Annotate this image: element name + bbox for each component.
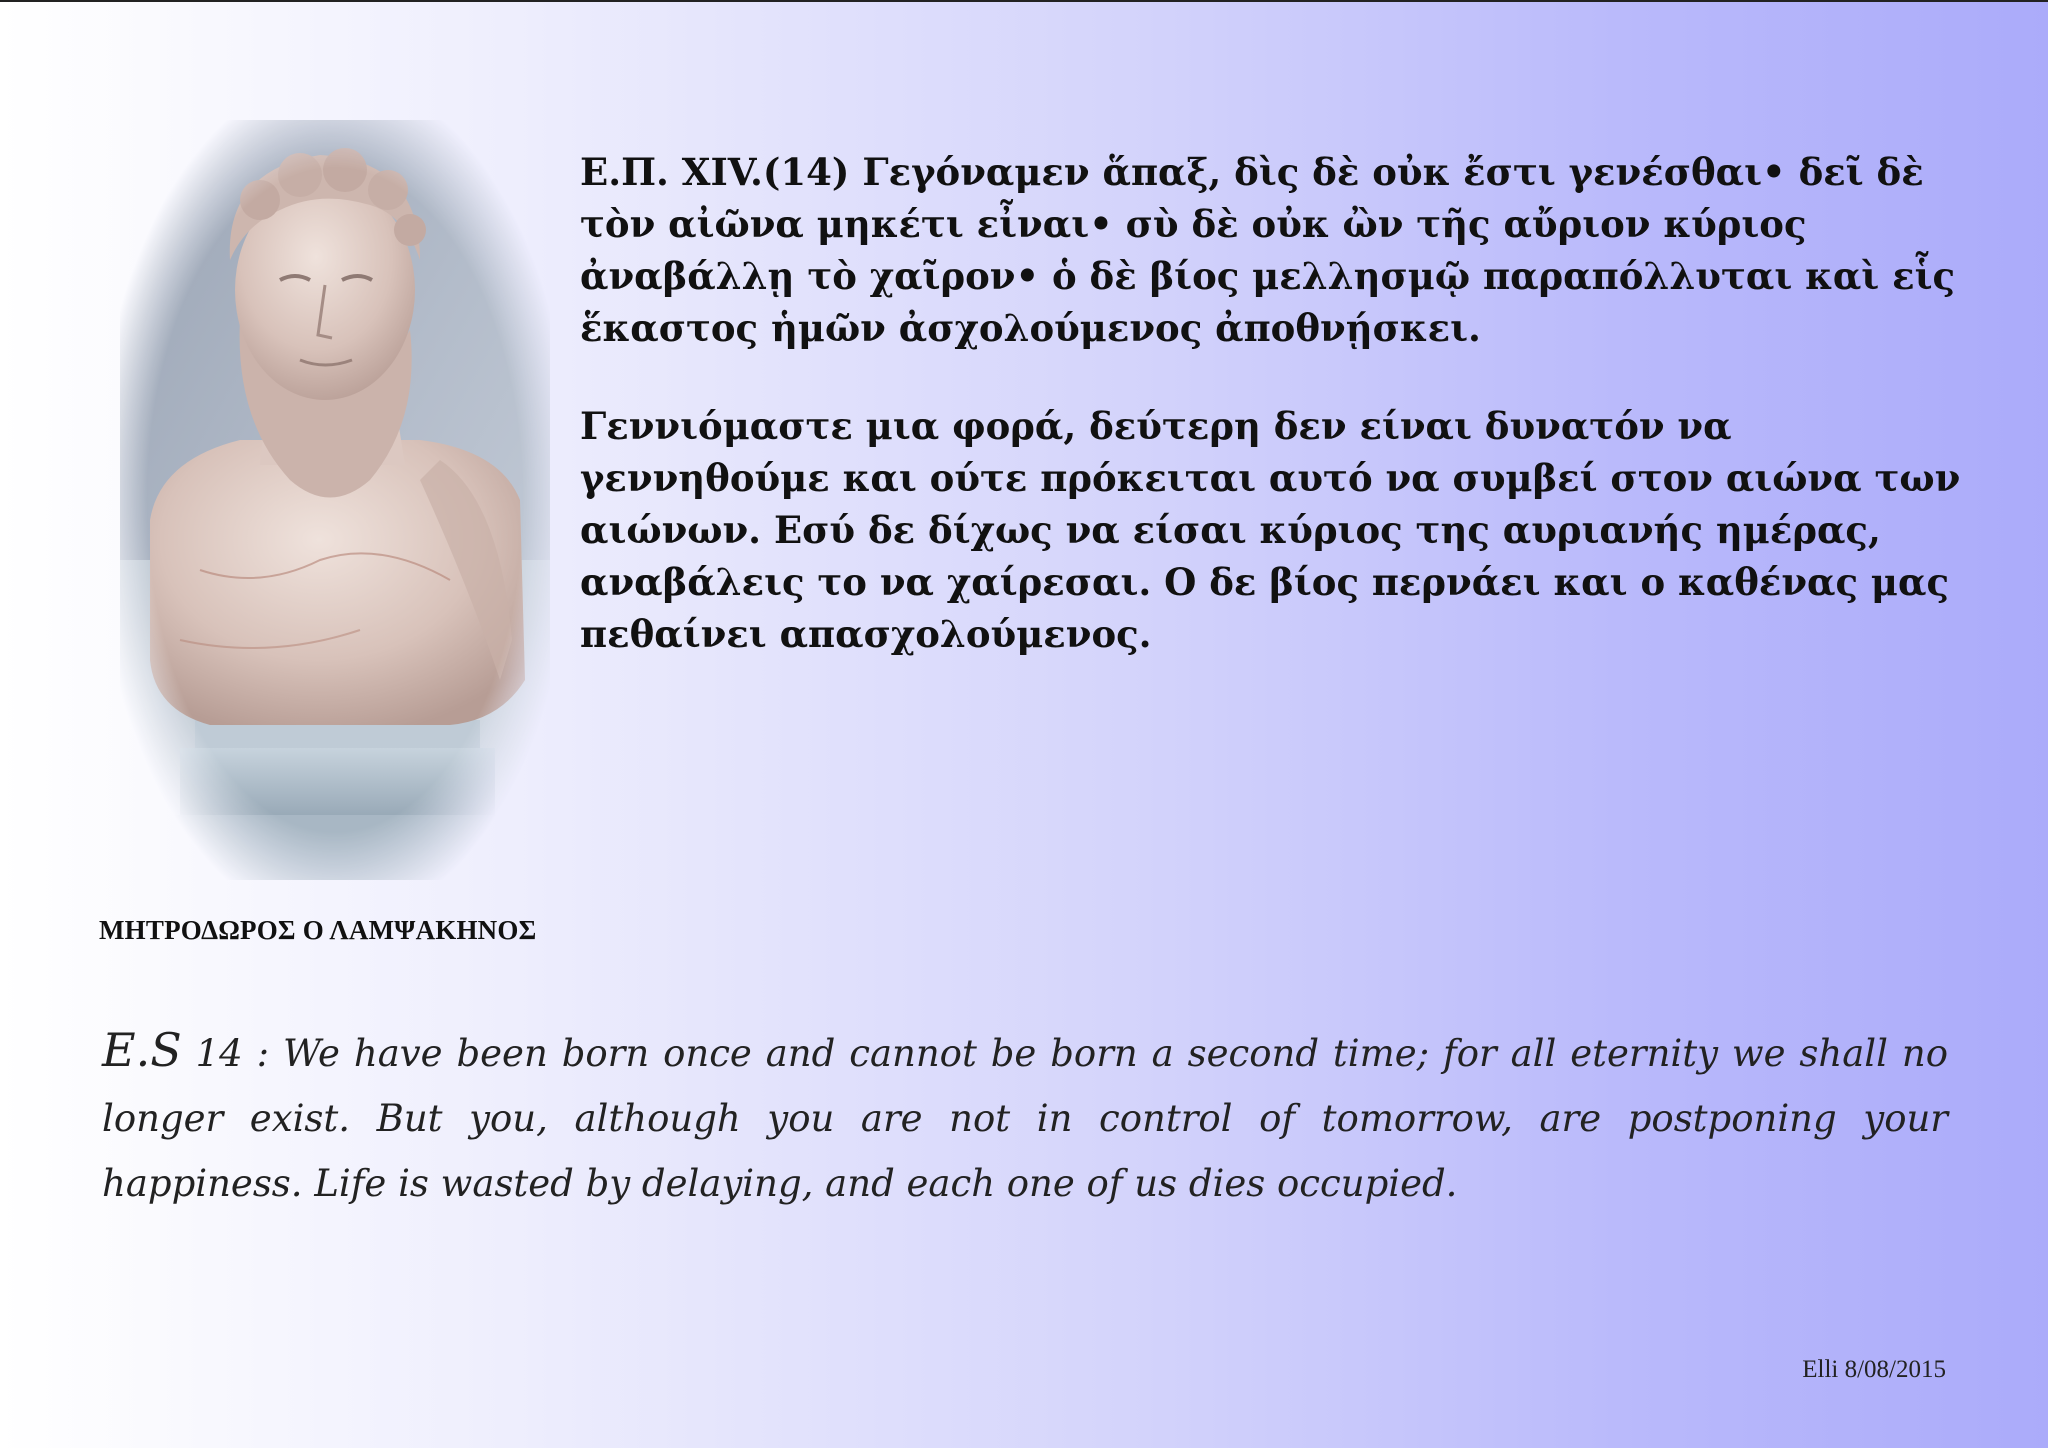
metrodorus-bust-photo bbox=[120, 120, 550, 880]
english-text: 14 : We have been born once and cannot be born a second time; for all eternity we shall no longer exist. But you, although you are not in control of tomorrow, are postponing your happiness. Life is wasted by delaying, and each one of us dies occupied. bbox=[102, 1032, 1948, 1205]
top-border bbox=[0, 0, 2048, 2]
modern-greek-paragraph: Γεννιόμαστε μια φορά, δεύτερη δεν είναι δυνατόν να γεννηθούμε και ούτε πρόκειται αυτό να συμβεί στον αιώνα των αιώνων. Εσύ δε δίχως να είσαι κύριος της αυριανής ημέρας, αναβάλεις το να χαίρεσαι. Ο δε βίος περνάει και ο καθένας μας πεθαίνει απασχολούμενος. bbox=[580, 404, 1961, 656]
ancient-greek-prefix: Ε.Π. XIV.(14) bbox=[580, 150, 850, 194]
english-translation bbox=[102, 1018, 1948, 1216]
signature-date: Elli 8/08/2015 bbox=[1802, 1356, 1946, 1383]
bust-caption: ΜΗΤΡΟΔΩΡΟΣ Ο ΛΑΜΨΑΚΗΝΟΣ bbox=[99, 915, 537, 945]
english-lead: E.S bbox=[102, 1023, 182, 1077]
greek-text-block bbox=[580, 146, 1980, 660]
ancient-greek-text: Γεγόναμεν ἅπαξ, δὶς δὲ οὐκ ἔστι γενέσθαι• δεῖ δὲ τὸν αἰῶνα μηκέτι εἶναι• σὺ δὲ οὐκ ὢν τῆς αὔριον κύριος ἀναβάλλῃ τὸ χαῖρον• ὁ δὲ βίος μελλησμῷ παραπόλλυται καὶ εἷς ἕκαστος ἡμῶν ἀσχολούμενος ἀποθνῄσκει. bbox=[580, 150, 1956, 350]
ancient-greek-paragraph bbox=[580, 146, 1980, 354]
